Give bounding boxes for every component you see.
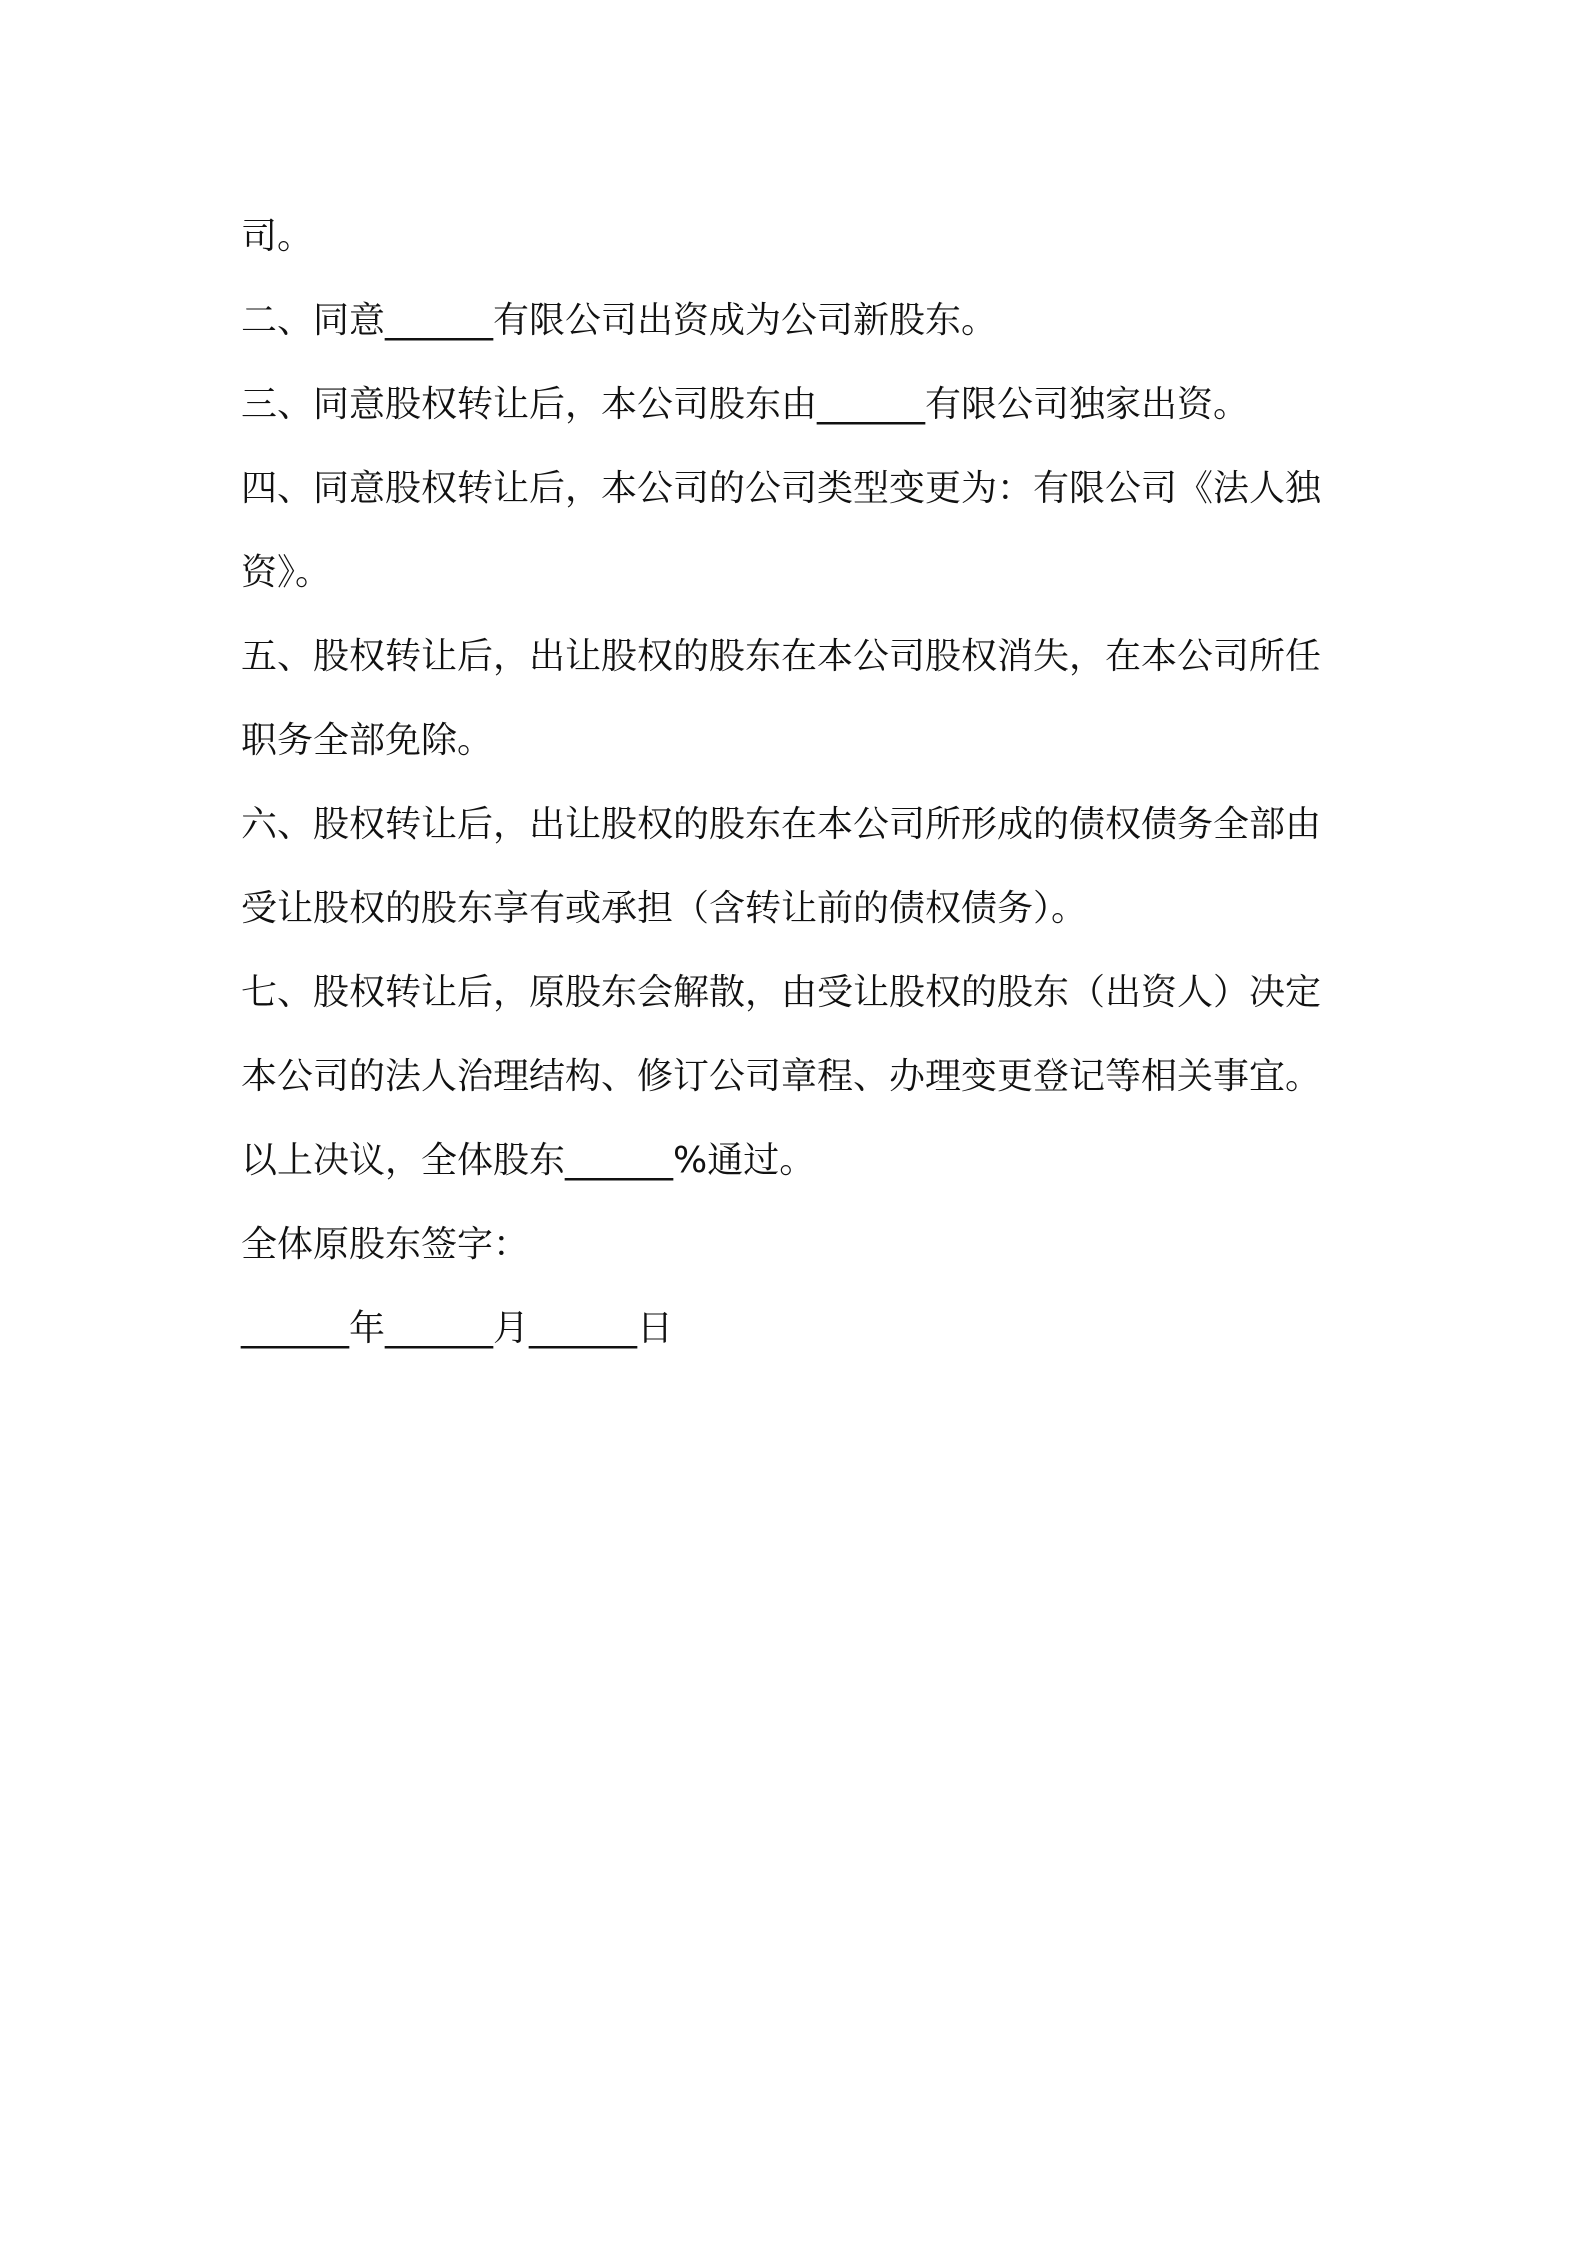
text-line: 五、股权转让后，出让股权的股东在本公司股权消失，在本公司所任 <box>241 636 1322 677</box>
text-line: 全体原股东签字： <box>241 1224 530 1265</box>
text-line: 以上决议，全体股东______%通过。 <box>241 1140 816 1181</box>
text-line: 六、股权转让后，出让股权的股东在本公司所形成的债权债务全部由 <box>241 804 1322 845</box>
text-line: 司。 <box>241 216 314 257</box>
text-line: 三、同意股权转让后，本公司股东由______有限公司独家出资。 <box>241 384 1250 425</box>
text-line: 七、股权转让后，原股东会解散，由受让股权的股东（出资人）决定 <box>241 972 1322 1013</box>
text-line: 四、同意股权转让后，本公司的公司类型变更为：有限公司《法人独 <box>241 468 1322 509</box>
document-body <box>241 195 1351 1371</box>
text-line: 资》。 <box>241 552 332 593</box>
date-line: ______年______月______日 <box>241 1308 673 1349</box>
text-line: 本公司的法人治理结构、修订公司章程、办理变更登记等相关事宜。 <box>241 1056 1322 1097</box>
text-line: 二、同意______有限公司出资成为公司新股东。 <box>241 300 998 341</box>
text-line: 职务全部免除。 <box>241 720 494 761</box>
text-line: 受让股权的股东享有或承担（含转让前的债权债务）。 <box>241 888 1088 929</box>
